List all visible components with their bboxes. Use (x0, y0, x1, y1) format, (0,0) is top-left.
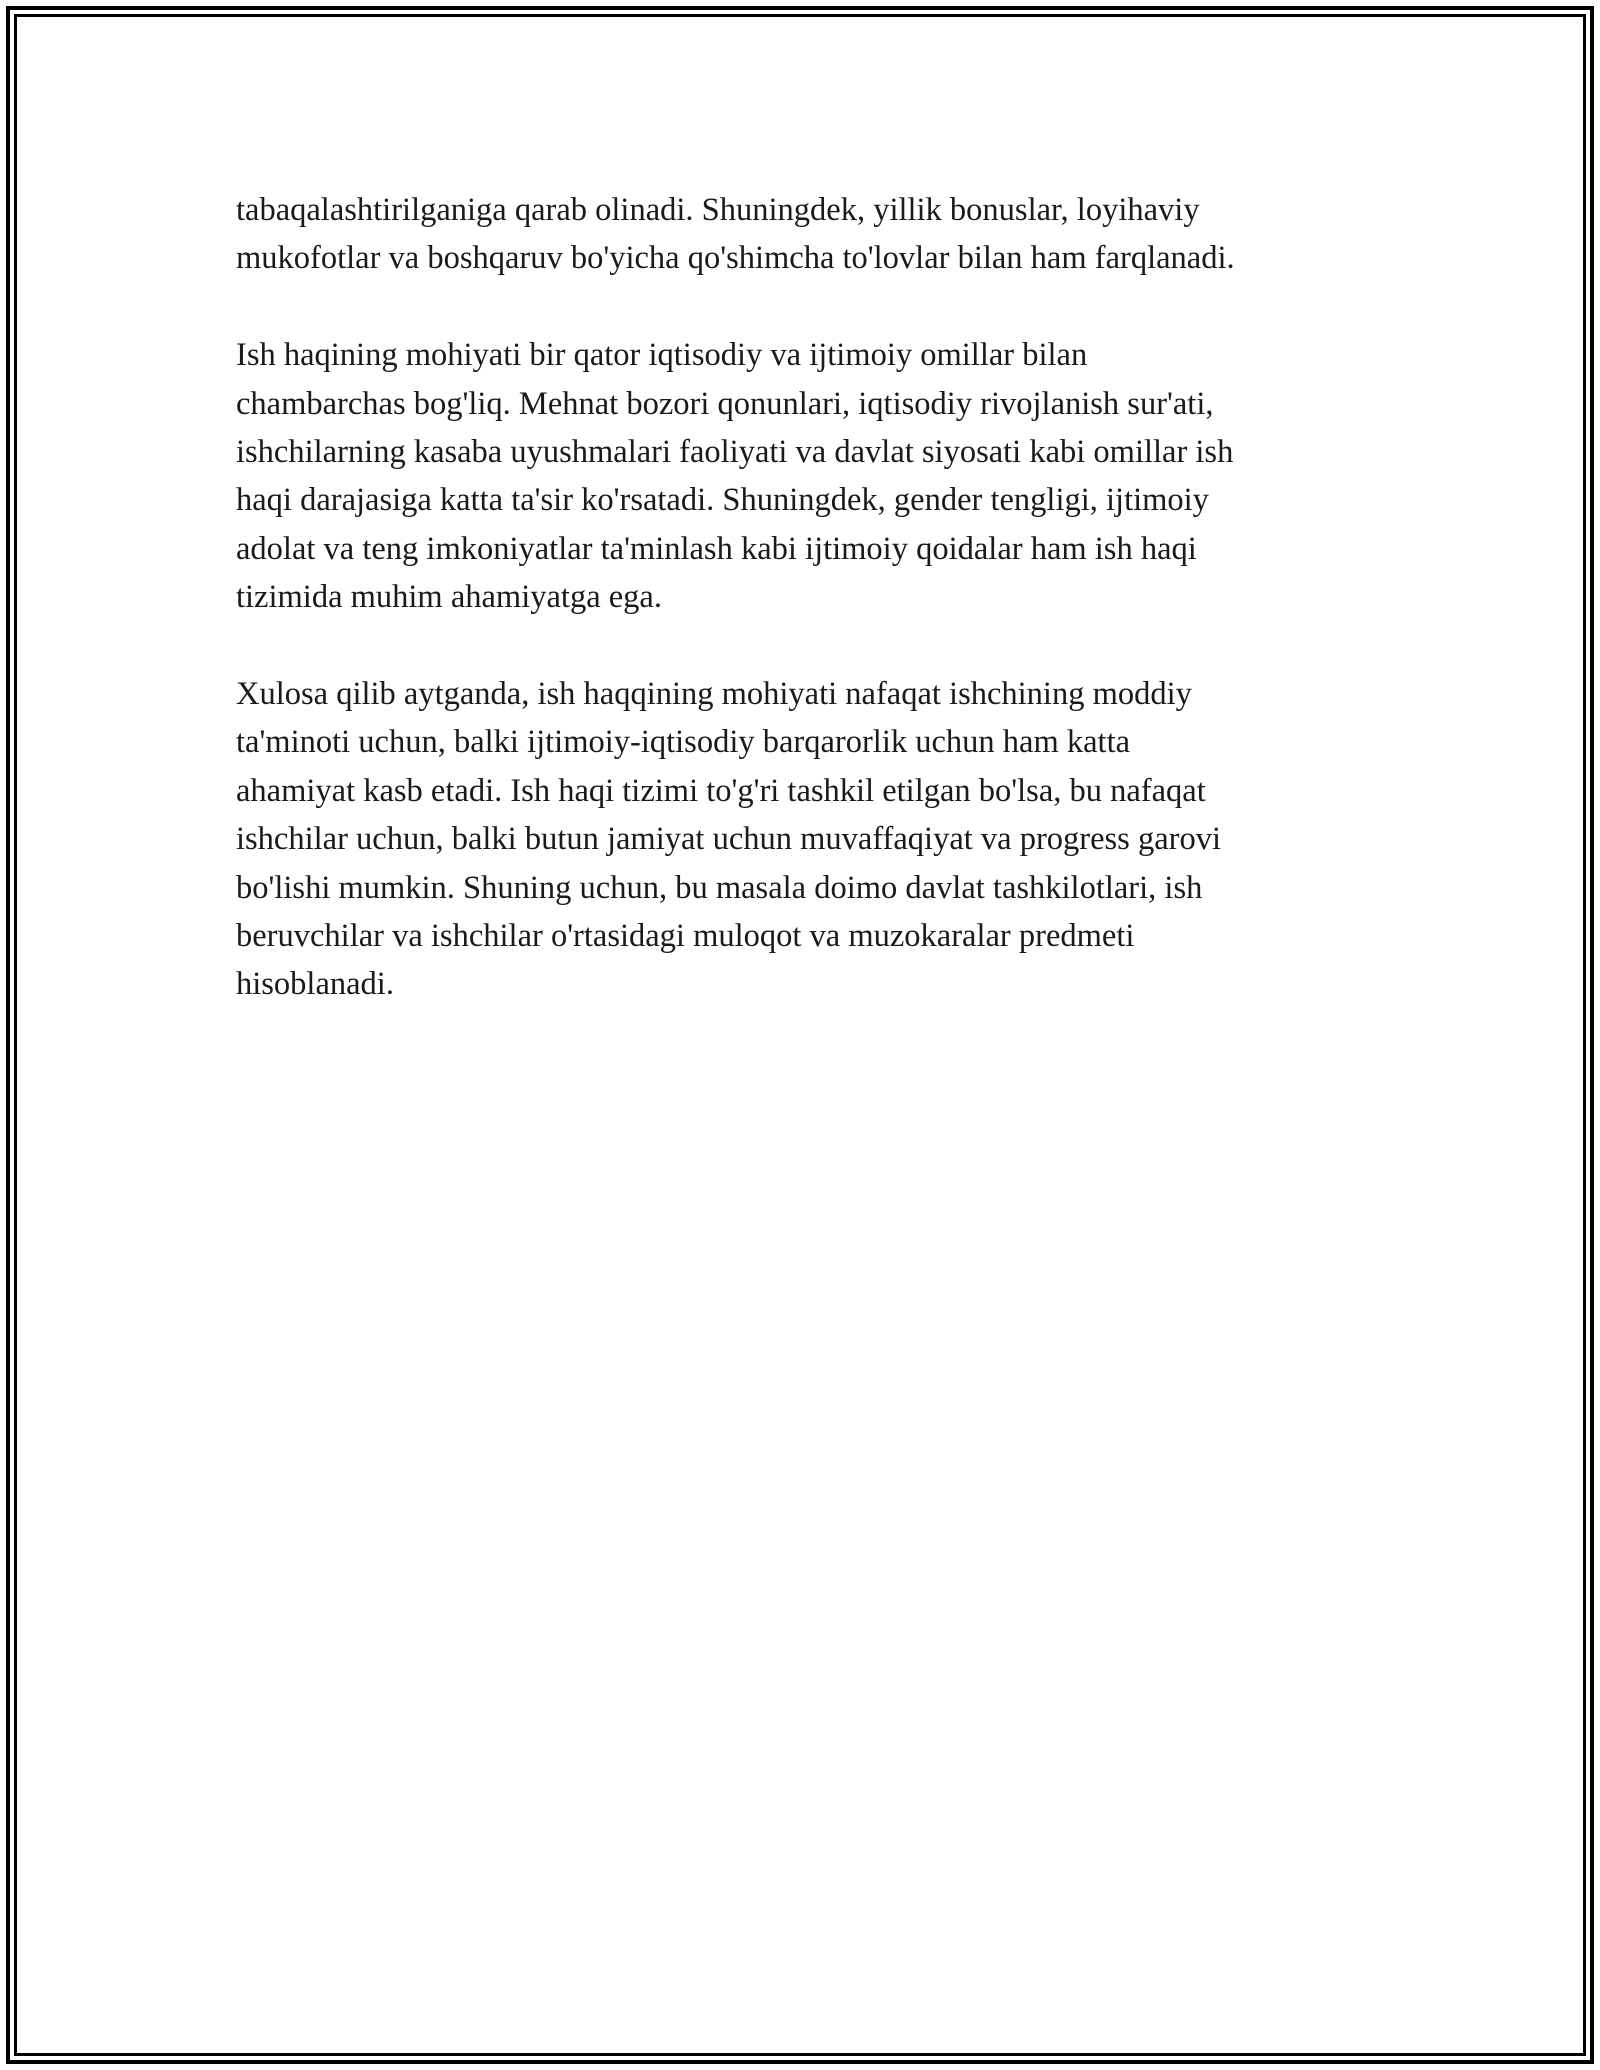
text-line: chambarchas bog'liq. Mehnat bozori qonunlari, iqtisodiy rivojlanish sur'ati, (236, 385, 1214, 422)
text-line: adolat va teng imkoniyatlar ta'minlash kabi ijtimoiy qoidalar ham ish haqi (236, 530, 1197, 567)
text-line: hisoblanadi. (236, 966, 394, 1003)
text-line: Ish haqining mohiyati bir qator iqtisodiy va ijtimoiy omillar bilan (236, 337, 1088, 374)
text-line: tizimida muhim ahamiyatga ega. (236, 579, 662, 616)
text-line: ahamiyat kasb etadi. Ish haqi tizimi to'g'ri tashkil etilgan bo'lsa, bu nafaqat (236, 772, 1206, 809)
text-line: tabaqalashtirilganiga qarab olinadi. Shuningdek, yillik bonuslar, loyihaviy (236, 192, 1200, 228)
text-line: ishchilar uchun, balki butun jamiyat uchun muvaffaqiyat va progress garovi (236, 821, 1221, 858)
text-line: ta'minoti uchun, balki ijtimoiy-iqtisodiy barqarorlik uchun ham katta (236, 724, 1131, 761)
paragraph-3 (236, 670, 1386, 1009)
document-body (236, 186, 1386, 1009)
text-line: Xulosa qilib aytganda, ish haqqining mohiyati nafaqat ishchining moddiy (236, 676, 1192, 713)
paragraph-1 (236, 186, 1386, 283)
text-line: ishchilarning kasaba uyushmalari faoliyati va davlat siyosati kabi omillar ish (236, 434, 1234, 471)
text-line: beruvchilar va ishchilar o'rtasidagi muloqot va muzokaralar predmeti (236, 918, 1135, 955)
text-line: mukofotlar va boshqaruv bo'yicha qo'shimcha to'lovlar bilan ham farqlanadi. (236, 240, 1235, 277)
text-line: haqi darajasiga katta ta'sir ko'rsatadi. Shuningdek, gender tengligi, ijtimoiy (236, 482, 1209, 519)
paragraph-2 (236, 331, 1386, 621)
text-line: bo'lishi mumkin. Shuning uchun, bu masala doimo davlat tashkilotlari, ish (236, 869, 1203, 906)
